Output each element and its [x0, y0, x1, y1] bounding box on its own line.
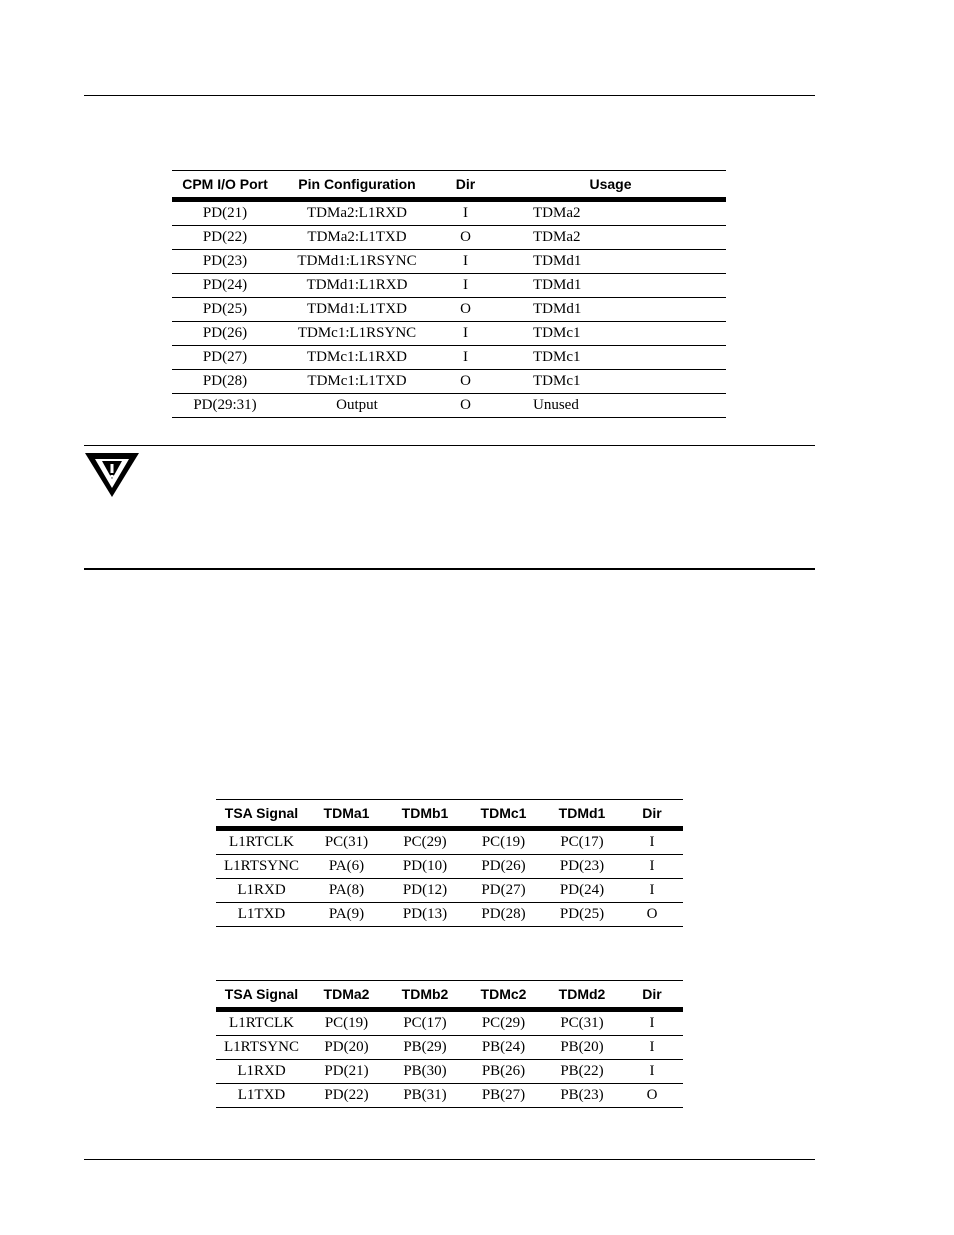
table-cell: PD(10) — [386, 855, 464, 879]
warning-bottom-rule — [84, 568, 815, 570]
table-row — [172, 394, 726, 418]
table-cell: PD(24) — [543, 879, 621, 903]
table-cell: TDMa2:L1RXD — [278, 200, 436, 226]
table-cell: L1RXD — [216, 1060, 307, 1084]
column-header: TSA Signal — [216, 800, 307, 829]
table-cell: PC(17) — [543, 829, 621, 855]
table-cell: PD(29:31) — [172, 394, 278, 418]
table-cell: I — [436, 274, 495, 298]
table-row — [172, 298, 726, 322]
table-cell: PB(23) — [543, 1084, 621, 1108]
table-cell: I — [621, 1060, 683, 1084]
table-row — [216, 879, 683, 903]
table-cell: O — [436, 298, 495, 322]
tsa-table-2 — [216, 980, 683, 1108]
table-row — [216, 829, 683, 855]
table-cell: PC(31) — [307, 829, 386, 855]
warning-top-rule — [84, 445, 815, 446]
table-cell: PD(21) — [172, 200, 278, 226]
column-header: TDMb1 — [386, 800, 464, 829]
table-cell: L1TXD — [216, 903, 307, 927]
port-table — [172, 170, 726, 418]
table-cell: PD(23) — [543, 855, 621, 879]
table-cell: L1RXD — [216, 879, 307, 903]
table-cell: L1RTCLK — [216, 1010, 307, 1036]
table-cell: PB(29) — [386, 1036, 464, 1060]
table-cell: TDMc1 — [495, 346, 726, 370]
table-cell: I — [621, 879, 683, 903]
table-cell: PA(6) — [307, 855, 386, 879]
table-cell: PD(28) — [464, 903, 543, 927]
table-cell: PA(9) — [307, 903, 386, 927]
table-header-row — [172, 171, 726, 200]
table-cell: TDMc1:L1TXD — [278, 370, 436, 394]
column-header: Usage — [495, 171, 726, 200]
table-cell: PB(20) — [543, 1036, 621, 1060]
table-cell: PB(30) — [386, 1060, 464, 1084]
table-cell: PC(19) — [307, 1010, 386, 1036]
table-cell: TDMc1:L1RXD — [278, 346, 436, 370]
table-cell: I — [436, 346, 495, 370]
table-cell: TDMc1 — [495, 322, 726, 346]
table-cell: TDMa2 — [495, 200, 726, 226]
table-row — [172, 200, 726, 226]
table-row — [216, 1036, 683, 1060]
table-cell: PB(24) — [464, 1036, 543, 1060]
table-cell: TDMd1 — [495, 274, 726, 298]
table-cell: PC(19) — [464, 829, 543, 855]
table-cell: TDMd1:L1TXD — [278, 298, 436, 322]
table-cell: PC(17) — [386, 1010, 464, 1036]
column-header: TDMd2 — [543, 981, 621, 1010]
table-cell: PB(31) — [386, 1084, 464, 1108]
table-cell: O — [436, 370, 495, 394]
table-cell: PD(25) — [172, 298, 278, 322]
table-cell: TDMa2 — [495, 226, 726, 250]
table-row — [172, 346, 726, 370]
table-cell: PB(26) — [464, 1060, 543, 1084]
table-row — [216, 903, 683, 927]
table-cell: O — [436, 394, 495, 418]
header-rule — [84, 95, 815, 96]
table-cell: PD(22) — [172, 226, 278, 250]
table-cell: L1TXD — [216, 1084, 307, 1108]
table-cell: PB(22) — [543, 1060, 621, 1084]
table-cell: PC(29) — [464, 1010, 543, 1036]
table-header-row — [216, 800, 683, 829]
table-cell: PD(20) — [307, 1036, 386, 1060]
table-cell: I — [621, 1010, 683, 1036]
table-row — [216, 1084, 683, 1108]
column-header: TSA Signal — [216, 981, 307, 1010]
table-row — [172, 274, 726, 298]
column-header: Dir — [621, 800, 683, 829]
table-row — [172, 250, 726, 274]
table-cell: PD(12) — [386, 879, 464, 903]
table-cell: I — [621, 855, 683, 879]
table-cell: PC(31) — [543, 1010, 621, 1036]
column-header: CPM I/O Port — [172, 171, 278, 200]
table-cell: TDMd1 — [495, 250, 726, 274]
column-header: TDMa1 — [307, 800, 386, 829]
table-cell: I — [621, 1036, 683, 1060]
table-cell: I — [621, 829, 683, 855]
table-cell: O — [621, 1084, 683, 1108]
table-row — [216, 1010, 683, 1036]
table-row — [172, 226, 726, 250]
table-row — [216, 1060, 683, 1084]
table-cell: I — [436, 322, 495, 346]
table-cell: L1RTSYNC — [216, 855, 307, 879]
column-header: TDMb2 — [386, 981, 464, 1010]
table-cell: PD(26) — [172, 322, 278, 346]
column-header: Dir — [436, 171, 495, 200]
table-cell: TDMd1 — [495, 298, 726, 322]
table-cell: O — [436, 226, 495, 250]
table-cell: PD(27) — [464, 879, 543, 903]
table-cell: PC(29) — [386, 829, 464, 855]
table-cell: PD(13) — [386, 903, 464, 927]
table-cell: PD(27) — [172, 346, 278, 370]
table-cell: L1RTCLK — [216, 829, 307, 855]
table-row — [172, 370, 726, 394]
table-cell: PD(25) — [543, 903, 621, 927]
column-header: TDMc1 — [464, 800, 543, 829]
table-cell: TDMd1:L1RSYNC — [278, 250, 436, 274]
table-cell: PA(8) — [307, 879, 386, 903]
table-cell: O — [621, 903, 683, 927]
table-cell: PB(27) — [464, 1084, 543, 1108]
column-header: TDMa2 — [307, 981, 386, 1010]
table-cell: PD(26) — [464, 855, 543, 879]
column-header: TDMd1 — [543, 800, 621, 829]
table-header-row — [216, 981, 683, 1010]
table-row — [172, 322, 726, 346]
table-cell: Output — [278, 394, 436, 418]
table-cell: I — [436, 200, 495, 226]
table-cell: PD(28) — [172, 370, 278, 394]
table-cell: TDMa2:L1TXD — [278, 226, 436, 250]
footer-rule — [84, 1159, 815, 1160]
tsa-table-1 — [216, 799, 683, 927]
column-header: TDMc2 — [464, 981, 543, 1010]
table-cell: PD(23) — [172, 250, 278, 274]
table-cell: PD(21) — [307, 1060, 386, 1084]
table-cell: I — [436, 250, 495, 274]
table-cell: TDMd1:L1RXD — [278, 274, 436, 298]
warning-triangle-icon — [84, 452, 140, 498]
table-cell: PD(24) — [172, 274, 278, 298]
column-header: Pin Configuration — [278, 171, 436, 200]
table-cell: TDMc1 — [495, 370, 726, 394]
table-row — [216, 855, 683, 879]
table-cell: TDMc1:L1RSYNC — [278, 322, 436, 346]
table-cell: L1RTSYNC — [216, 1036, 307, 1060]
table-cell: Unused — [495, 394, 726, 418]
table-cell: PD(22) — [307, 1084, 386, 1108]
column-header: Dir — [621, 981, 683, 1010]
